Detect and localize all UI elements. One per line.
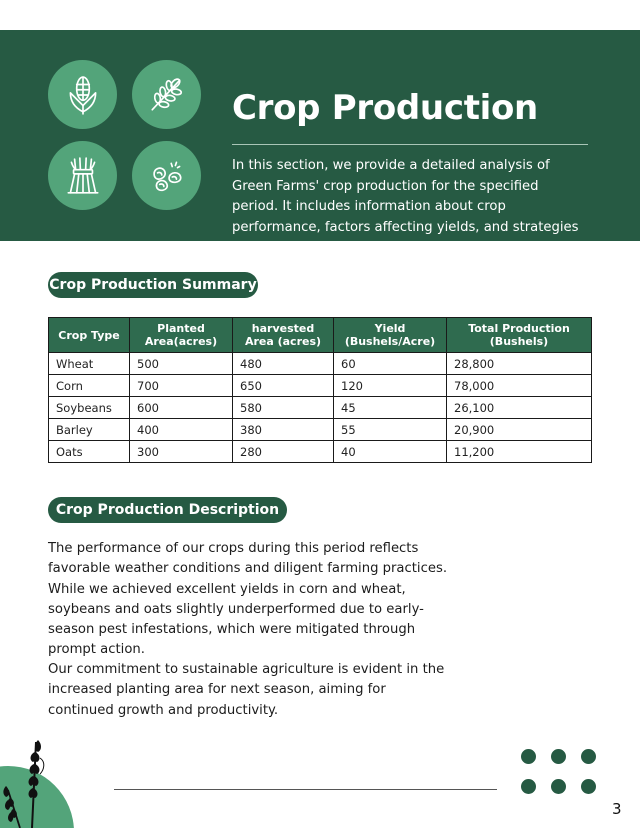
table-cell: 28,800 (447, 353, 592, 375)
table-cell: 280 (233, 441, 334, 463)
table-cell: 120 (334, 375, 447, 397)
table-cell: 650 (233, 375, 334, 397)
table-cell: Barley (49, 419, 130, 441)
table-cell: 600 (130, 397, 233, 419)
table-row (49, 397, 592, 419)
table-cell: 500 (130, 353, 233, 375)
table-cell: 55 (334, 419, 447, 441)
table-row (49, 353, 592, 375)
table-row (49, 419, 592, 441)
wheat-bundle-icon-badge (48, 141, 117, 210)
column-header: Planted Area(acres) (130, 318, 233, 353)
wheat-bundle-icon (62, 155, 104, 197)
crop-summary-table (48, 317, 592, 463)
decorative-dot (551, 779, 566, 794)
table-row (49, 441, 592, 463)
intro-text: In this section, we provide a detailed analysis of Green Farms' crop production for the specified period. It includes information about crop performance, factors affecting yields, and strategies employed. (232, 158, 579, 255)
table-cell: 11,200 (447, 441, 592, 463)
table-cell: 700 (130, 375, 233, 397)
table-cell: 400 (130, 419, 233, 441)
column-header: Crop Type (49, 318, 130, 353)
table-cell: Corn (49, 375, 130, 397)
table-cell: 26,100 (447, 397, 592, 419)
wheat-sprig-icon-badge (132, 60, 201, 129)
description-paragraph-1: The performance of our crops during this period reflects favorable weather conditions and diligent farming practices. While we achieved excellent yields in corn and wheat, soybeans and oats slightly underperformed due to early-season pest infestations, which were mitigated through prompt action. (48, 541, 448, 658)
decorative-dot (551, 749, 566, 764)
column-header: Total Production (Bushels) (447, 318, 592, 353)
table-header-row (49, 318, 592, 353)
summary-heading: Crop Production Summary (48, 272, 258, 298)
footer-divider (114, 789, 497, 790)
wheat-sprig-icon (146, 74, 188, 116)
table-cell: 60 (334, 353, 447, 375)
title-divider (232, 144, 588, 145)
description-heading: Crop Production Description (48, 497, 287, 523)
decorative-dot (521, 749, 536, 764)
table-cell: 40 (334, 441, 447, 463)
beans-icon (146, 155, 188, 197)
table-cell: 580 (233, 397, 334, 419)
beans-icon-badge (132, 141, 201, 210)
wheat-corner-decoration (0, 720, 80, 828)
decorative-dot (521, 779, 536, 794)
page-title: Crop Production (232, 88, 538, 128)
corn-icon (62, 74, 104, 116)
table-cell: 380 (233, 419, 334, 441)
table-row (49, 375, 592, 397)
table-cell: Soybeans (49, 397, 130, 419)
column-header: Yield (Bushels/Acre) (334, 318, 447, 353)
page-number: 3 (612, 800, 622, 818)
column-header: harvested Area (acres) (233, 318, 334, 353)
header-banner (0, 30, 640, 255)
corn-icon-badge (48, 60, 117, 129)
table-cell: 20,900 (447, 419, 592, 441)
table-cell: Oats (49, 441, 130, 463)
table-cell: Wheat (49, 353, 130, 375)
table-cell: 78,000 (447, 375, 592, 397)
decorative-dot (581, 749, 596, 764)
description-paragraph-2: Our commitment to sustainable agriculture is evident in the increased planting area for next season, aiming for continued growth and productivity. (48, 662, 445, 718)
table-cell: 300 (130, 441, 233, 463)
table-cell: 480 (233, 353, 334, 375)
table-cell: 45 (334, 397, 447, 419)
decorative-dot (581, 779, 596, 794)
